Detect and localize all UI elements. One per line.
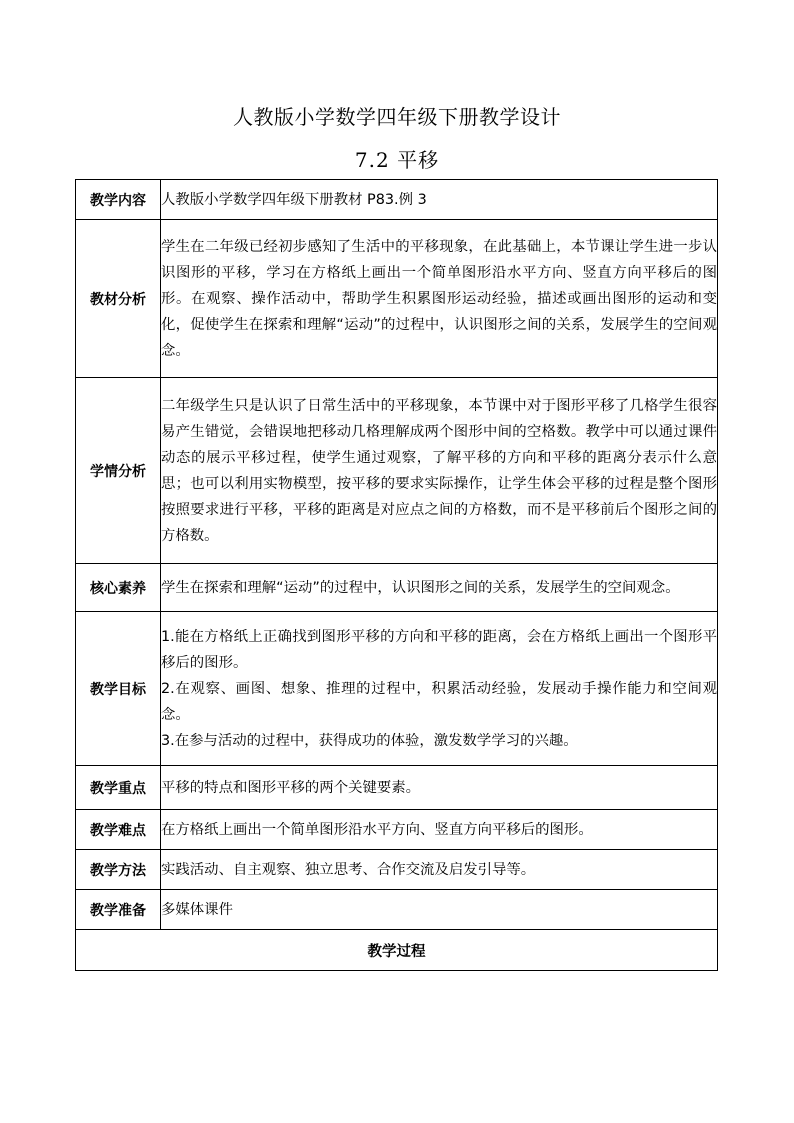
content-paragraph: 平移的特点和图形平移的两个关键要素。 xyxy=(161,779,421,796)
content-paragraph: 二年级学生只是认识了日常生活中的平移现象，本节课中对于图形平移了几格学生很容易产生错觉，会错误地把移动几格理解成两个图形中间的空格数。教学中可以通过课件动态的展示平移过程，使学生通过观察，了解平移的方向和平移的距离分表示什么意思；也可以利用实物模型，按平移的要求实际操作，让学生体会平移的过程是整个图形按照要求进行平移，平移的距离是对应点之间的方格数，而不是平移前后个图形之间的方格数。 xyxy=(161,397,717,544)
table-row xyxy=(76,220,718,378)
objective-item: 3.在参与活动的过程中，获得成功的体验，激发数学学习的兴趣。 xyxy=(161,732,578,749)
table-row xyxy=(76,612,718,766)
row-content-teaching-methods xyxy=(161,850,718,890)
table-row xyxy=(76,810,718,850)
row-label-teaching-preparation: 教学准备 xyxy=(76,890,161,930)
row-content-textbook-analysis xyxy=(161,220,718,378)
table-row xyxy=(76,378,718,564)
lesson-subtitle: 7.2 平移 xyxy=(354,148,440,172)
content-paragraph: 学生在二年级已经初步感知了生活中的平移现象，在此基础上，本节课让学生进一步认识图形的平移，学习在方格纸上画出一个简单图形沿水平方向、竖直方向平移后的图形。在观察、操作活动中，帮助学生积累图形运动经验，描述或画出图形的运动和变化，促使学生在探索和理解“运动”的过程中，认识图形之间的关系，发展学生的空间观念。 xyxy=(161,238,717,359)
content-paragraph: 多媒体课件 xyxy=(161,901,233,918)
row-content-core-literacy xyxy=(161,564,718,612)
row-content-difficulties xyxy=(161,810,718,850)
row-label-teaching-objectives: 教学目标 xyxy=(76,612,161,766)
lesson-plan-table xyxy=(75,179,718,971)
objective-item: 1.能在方格纸上正确找到图形平移的方向和平移的距离，会在方格纸上画出一个图形平移后的图形。 xyxy=(161,628,717,671)
table-row xyxy=(76,180,718,220)
row-label-textbook-analysis: 教材分析 xyxy=(76,220,161,378)
objective-item: 2.在观察、画图、想象、推理的过程中，积累活动经验，发展动手操作能力和空间观念。 xyxy=(161,680,717,723)
content-paragraph: 人教版小学数学四年级下册教材 P83.例 3 xyxy=(161,191,427,208)
row-label-teaching-methods: 教学方法 xyxy=(76,850,161,890)
table-row xyxy=(76,766,718,810)
content-paragraph: 在方格纸上画出一个简单图形沿水平方向、竖直方向平移后的图形。 xyxy=(161,821,593,838)
content-paragraph: 学生在探索和理解“运动”的过程中，认识图形之间的关系，发展学生的空间观念。 xyxy=(161,579,680,596)
table-row xyxy=(76,564,718,612)
row-label-student-analysis: 学情分析 xyxy=(76,378,161,564)
content-paragraph: 实践活动、自主观察、独立思考、合作交流及启发引导等。 xyxy=(161,861,536,878)
row-content-key-points xyxy=(161,766,718,810)
row-content-student-analysis xyxy=(161,378,718,564)
row-content-teaching-objectives xyxy=(161,612,718,766)
table-row xyxy=(76,850,718,890)
row-label-core-literacy: 核心素养 xyxy=(76,564,161,612)
document-title: 人教版小学数学四年级下册教学设计 xyxy=(233,105,561,129)
table-row xyxy=(76,930,718,971)
row-label-teaching-content: 教学内容 xyxy=(76,180,161,220)
row-label-key-points: 教学重点 xyxy=(76,766,161,810)
teaching-process-header: 教学过程 xyxy=(76,930,718,971)
row-label-difficulties: 教学难点 xyxy=(76,810,161,850)
row-content-teaching-preparation xyxy=(161,890,718,930)
row-content-teaching-content xyxy=(161,180,718,220)
table-row xyxy=(76,890,718,930)
